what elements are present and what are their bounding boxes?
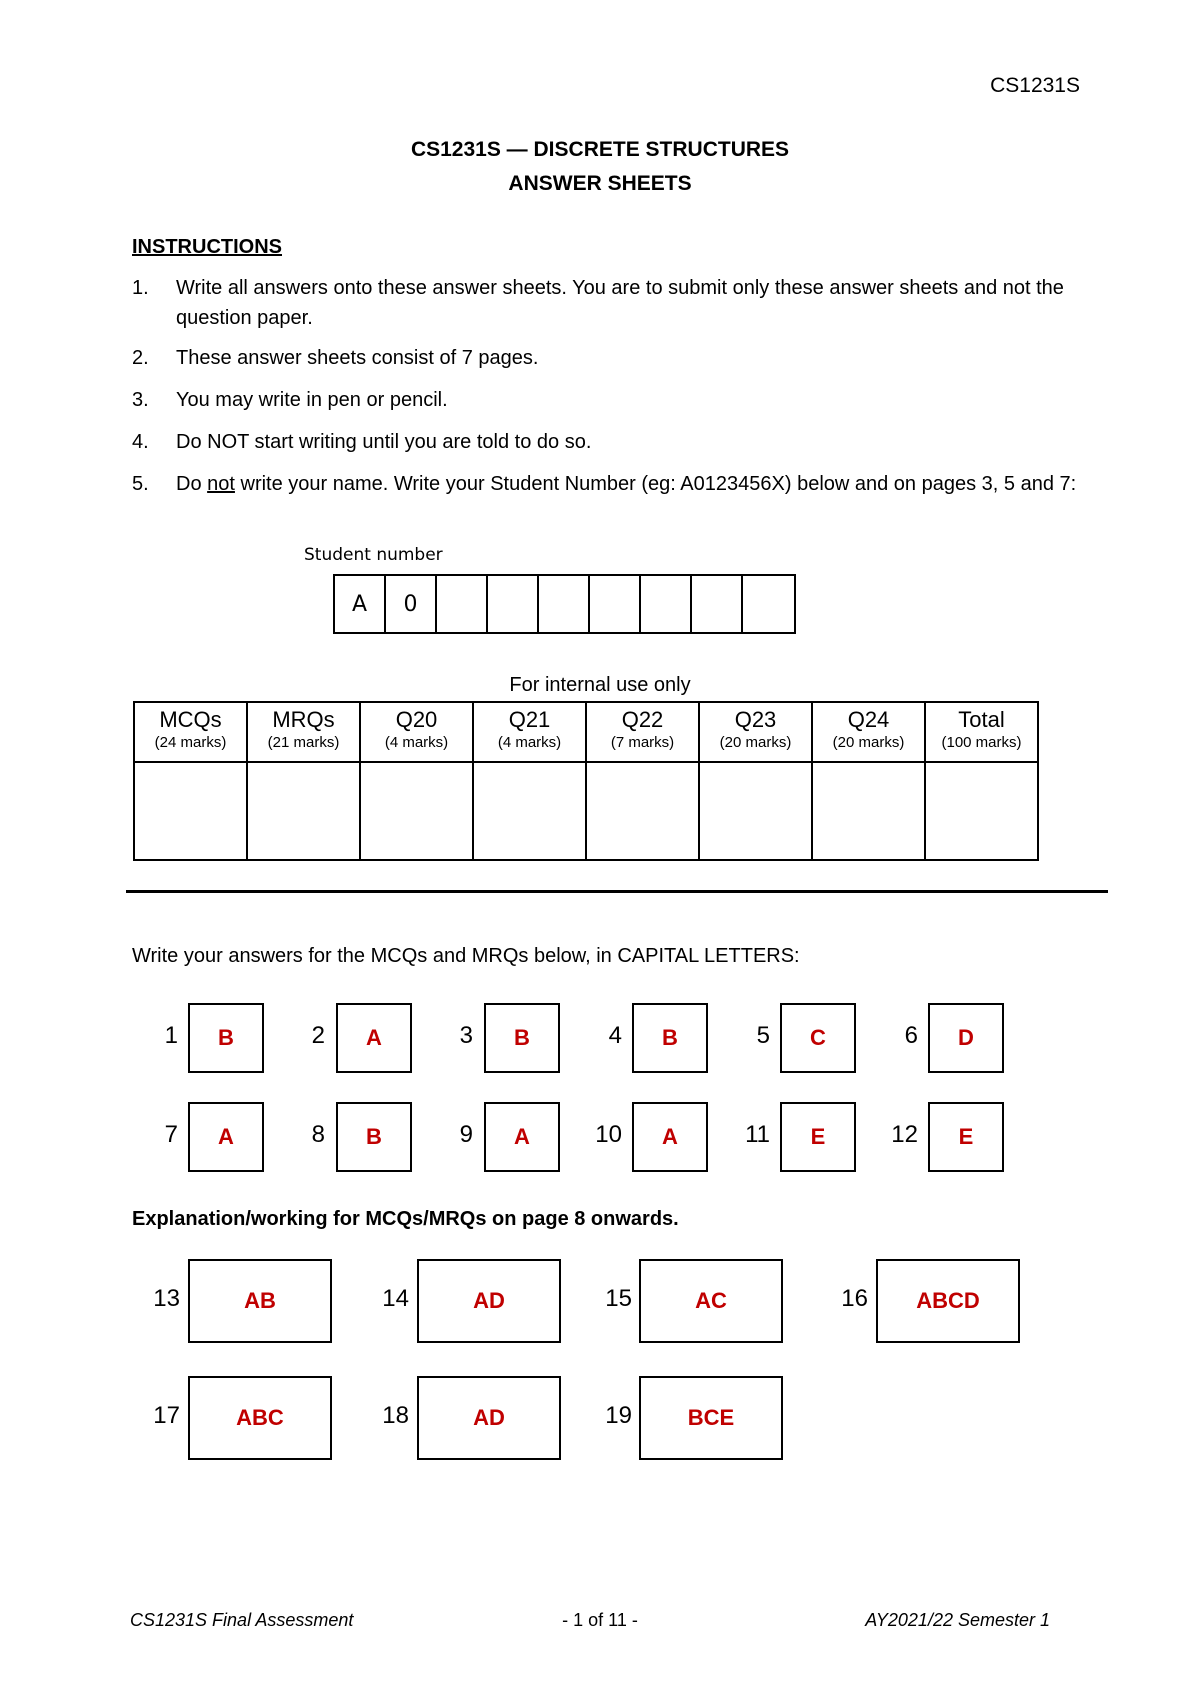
instruction-item — [132, 385, 1082, 415]
marks-column-header: Q22 (7 marks) — [586, 702, 699, 762]
answer-box[interactable]: BCE — [639, 1376, 783, 1460]
answer-box[interactable]: AD — [417, 1259, 561, 1343]
instruction-text: Write all answers onto these answer sheets. You are to submit only these answer sheets and not the question paper. — [176, 277, 1064, 329]
marks-cell[interactable] — [925, 762, 1038, 860]
marks-column-header: Total (100 marks) — [925, 702, 1038, 762]
marks-column-header: Q23 (20 marks) — [699, 702, 812, 762]
question-number: 2 — [311, 1022, 325, 1049]
question-number: 16 — [841, 1285, 868, 1312]
question-number: 15 — [605, 1285, 632, 1312]
question-number: 14 — [382, 1285, 409, 1312]
instructions-heading: INSTRUCTIONS — [132, 236, 282, 258]
answer-box[interactable]: AC — [639, 1259, 783, 1343]
student-number-boxes — [333, 574, 796, 634]
instruction-number: 1. — [132, 277, 149, 299]
question-number: 3 — [459, 1022, 473, 1049]
question-number: 5 — [756, 1022, 770, 1049]
student-number-cell[interactable] — [488, 576, 539, 632]
answer-box[interactable]: B — [484, 1003, 560, 1073]
underlined-not: not — [207, 473, 235, 495]
answer-box[interactable]: A — [632, 1102, 708, 1172]
answer-box[interactable]: B — [188, 1003, 264, 1073]
footer-page-number: - 1 of 11 - — [562, 1610, 638, 1630]
instruction-number: 4. — [132, 431, 149, 453]
instruction-item — [132, 273, 1082, 333]
answer-box[interactable]: B — [336, 1102, 412, 1172]
question-number: 1 — [164, 1022, 178, 1049]
question-number: 18 — [382, 1402, 409, 1429]
student-number-cell[interactable] — [437, 576, 488, 632]
instruction-text: Do NOT start writing until you are told to do so. — [176, 431, 592, 453]
instruction-text: You may write in pen or pencil. — [176, 389, 448, 411]
student-number-cell[interactable] — [743, 576, 794, 632]
marks-column-header: Q24 (20 marks) — [812, 702, 925, 762]
student-number-cell[interactable]: 0 — [386, 576, 437, 632]
question-number: 9 — [459, 1121, 473, 1148]
internal-marks-table — [133, 701, 1039, 861]
footer-right: AY2021/22 Semester 1 — [865, 1610, 1050, 1630]
instruction-text: These answer sheets consist of 7 pages. — [176, 347, 539, 369]
student-number-cell[interactable] — [539, 576, 590, 632]
explanation-note: Explanation/working for MCQs/MRQs on page 8 onwards. — [132, 1208, 679, 1230]
page-title: CS1231S — DISCRETE STRUCTURES — [410, 138, 790, 161]
question-number: 7 — [164, 1121, 178, 1148]
answer-box[interactable]: ABC — [188, 1376, 332, 1460]
answer-box[interactable]: C — [780, 1003, 856, 1073]
marks-cell[interactable] — [812, 762, 925, 860]
internal-use-label: For internal use only — [509, 674, 691, 696]
marks-cell[interactable] — [134, 762, 247, 860]
student-number-cell[interactable]: A — [335, 576, 386, 632]
instruction-item — [132, 427, 1082, 457]
marks-cell[interactable] — [360, 762, 473, 860]
mcq-instruction: Write your answers for the MCQs and MRQs below, in CAPITAL LETTERS: — [132, 945, 800, 967]
marks-cell[interactable] — [699, 762, 812, 860]
student-number-cell[interactable] — [641, 576, 692, 632]
question-number: 10 — [595, 1121, 622, 1148]
marks-column-header: MCQs (24 marks) — [134, 702, 247, 762]
answer-box[interactable]: E — [928, 1102, 1004, 1172]
question-number: 4 — [608, 1022, 622, 1049]
answer-box[interactable]: A — [188, 1102, 264, 1172]
answer-box[interactable]: B — [632, 1003, 708, 1073]
question-number: 13 — [153, 1285, 180, 1312]
instruction-number: 5. — [132, 473, 149, 495]
marks-column-header: MRQs (21 marks) — [247, 702, 360, 762]
marks-cell[interactable] — [586, 762, 699, 860]
answer-box[interactable]: ABCD — [876, 1259, 1020, 1343]
question-number: 11 — [745, 1121, 770, 1148]
student-number-label: Student number — [304, 545, 443, 565]
marks-column-header: Q21 (4 marks) — [473, 702, 586, 762]
answer-box[interactable]: D — [928, 1003, 1004, 1073]
header-course-code: CS1231S — [990, 74, 1080, 97]
answer-box[interactable]: A — [484, 1102, 560, 1172]
marks-cell[interactable] — [247, 762, 360, 860]
footer-left: CS1231S Final Assessment — [130, 1610, 354, 1630]
instruction-number: 3. — [132, 389, 149, 411]
question-number: 6 — [904, 1022, 918, 1049]
answer-box[interactable]: AB — [188, 1259, 332, 1343]
answer-box[interactable]: AD — [417, 1376, 561, 1460]
answer-box[interactable]: A — [336, 1003, 412, 1073]
question-number: 17 — [153, 1402, 180, 1429]
answer-box[interactable]: E — [780, 1102, 856, 1172]
instruction-number: 2. — [132, 347, 149, 369]
question-number: 19 — [605, 1402, 632, 1429]
page-subtitle: ANSWER SHEETS — [508, 172, 692, 195]
instruction-text: Do not write your name. Write your Student Number (eg: A0123456X) below and on pages 3, 5 and 7: — [176, 473, 1077, 495]
instruction-item — [132, 469, 1082, 499]
question-number: 12 — [891, 1121, 918, 1148]
question-number: 8 — [311, 1121, 325, 1148]
marks-column-header: Q20 (4 marks) — [360, 702, 473, 762]
instruction-item — [132, 343, 1082, 373]
student-number-cell[interactable] — [590, 576, 641, 632]
student-number-cell[interactable] — [692, 576, 743, 632]
section-divider — [126, 890, 1108, 893]
marks-cell[interactable] — [473, 762, 586, 860]
